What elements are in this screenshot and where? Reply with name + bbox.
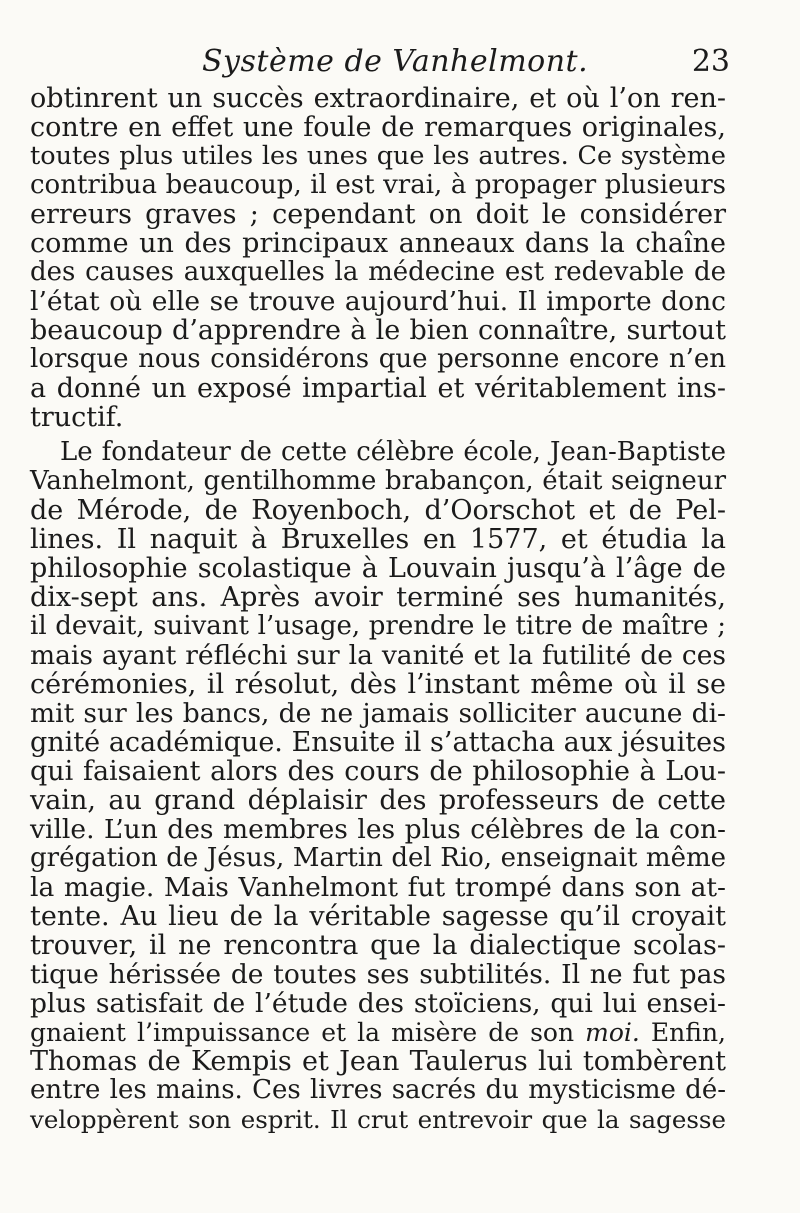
text-line: erreurs graves ; cependant on doit le considérer — [30, 199, 726, 230]
text-line: qui faisaient alors des cours de philosophie à Lou- — [30, 756, 726, 787]
text-line: l’état où elle se trouve aujourd’hui. Il importe donc — [30, 286, 726, 317]
text-line: veloppèrent son esprit. Il crut entrevoir que la sagesse — [30, 1105, 726, 1134]
text-line: cérémonies, il résolut, dès l’instant même où il se — [30, 669, 726, 700]
text-line: philosophie scolastique à Louvain jusqu’à l’âge de — [30, 553, 726, 584]
text-line: vain, au grand déplaisir des professeurs de cette — [30, 785, 726, 816]
text-line: la magie. Mais Vanhelmont fut trompé dans son at- — [30, 872, 726, 903]
text-line: toutes plus utiles les unes que les autres. Ce système — [30, 141, 726, 171]
text-line: il devait, suivant l’usage, prendre le titre de maître ; — [30, 611, 726, 641]
paragraph-1 — [30, 84, 726, 432]
body-text — [30, 84, 726, 1134]
text-line: tente. Au lieu de la véritable sagesse qu’il croyait — [30, 901, 726, 932]
page-header — [30, 44, 730, 84]
text-line: entre les mains. Ces livres sacrés du mysticisme dé- — [30, 1075, 726, 1105]
text-line: mais ayant réfléchi sur la vanité et la futilité de ces — [30, 640, 726, 671]
text-line: Thomas de Kempis et Jean Taulerus lui tombèrent — [30, 1046, 726, 1077]
text-line: tructif. — [30, 402, 124, 433]
text-line: tique hérissée de toutes ses subtilités. Il ne fut pas — [30, 959, 726, 990]
text-line: gnité académique. Ensuite il s’attacha aux jésuites — [30, 727, 726, 758]
text-line: trouver, il ne rencontra que la dialectique scolas- — [30, 930, 726, 961]
text-line: Vanhelmont, gentilhomme brabançon, était seigneur — [30, 466, 726, 496]
text-line: Le fondateur de cette célèbre école, Jean-Baptiste — [60, 437, 726, 467]
text-line: des causes auxquelles la médecine est redevable de — [30, 257, 726, 287]
text-line: grégation de Jésus, Martin del Rio, enseignait même — [30, 843, 726, 873]
text-line: obtinrent un succès extraordinaire, et où l’on ren- — [30, 83, 726, 114]
running-title: Système de Vanhelmont. — [202, 44, 589, 79]
text-line: contribua beaucoup, il est vrai, à propager plusieurs — [30, 170, 726, 200]
italic-word: moi. — [585, 1018, 640, 1047]
page-number: 23 — [691, 44, 730, 79]
text-line: contre en effet une foule de remarques originales, — [30, 112, 726, 143]
text-line: ville. L’un des membres les plus célèbres de la con- — [30, 814, 726, 845]
text-line: plus satisfait de l’étude des stoïciens, qui lui ensei- — [30, 988, 726, 1019]
text-line: comme un des principaux anneaux dans la chaîne — [30, 228, 726, 259]
paragraph-2 — [30, 438, 726, 1134]
line-text: gnaient l’impuissance et la misère de son — [30, 1018, 575, 1047]
text-line: lines. Il naquit à Bruxelles en 1577, et étudia la — [30, 524, 726, 555]
line-tail: Enfin, — [639, 1018, 726, 1047]
text-line: mit sur les bancs, de ne jamais solliciter aucune di- — [30, 698, 726, 729]
text-line-with-italic — [30, 1018, 726, 1047]
text-line: a donné un exposé impartial et véritablement ins- — [30, 373, 726, 404]
text-line: dix-sept ans. Après avoir terminé ses humanités, — [30, 582, 726, 613]
text-line: de Mérode, de Royenboch, d’Oorschot et de Pel- — [30, 495, 726, 526]
text-line: lorsque nous considérons que personne encore n’en — [30, 344, 726, 374]
text-line: beaucoup d’apprendre à le bien connaître, surtout — [30, 315, 726, 346]
